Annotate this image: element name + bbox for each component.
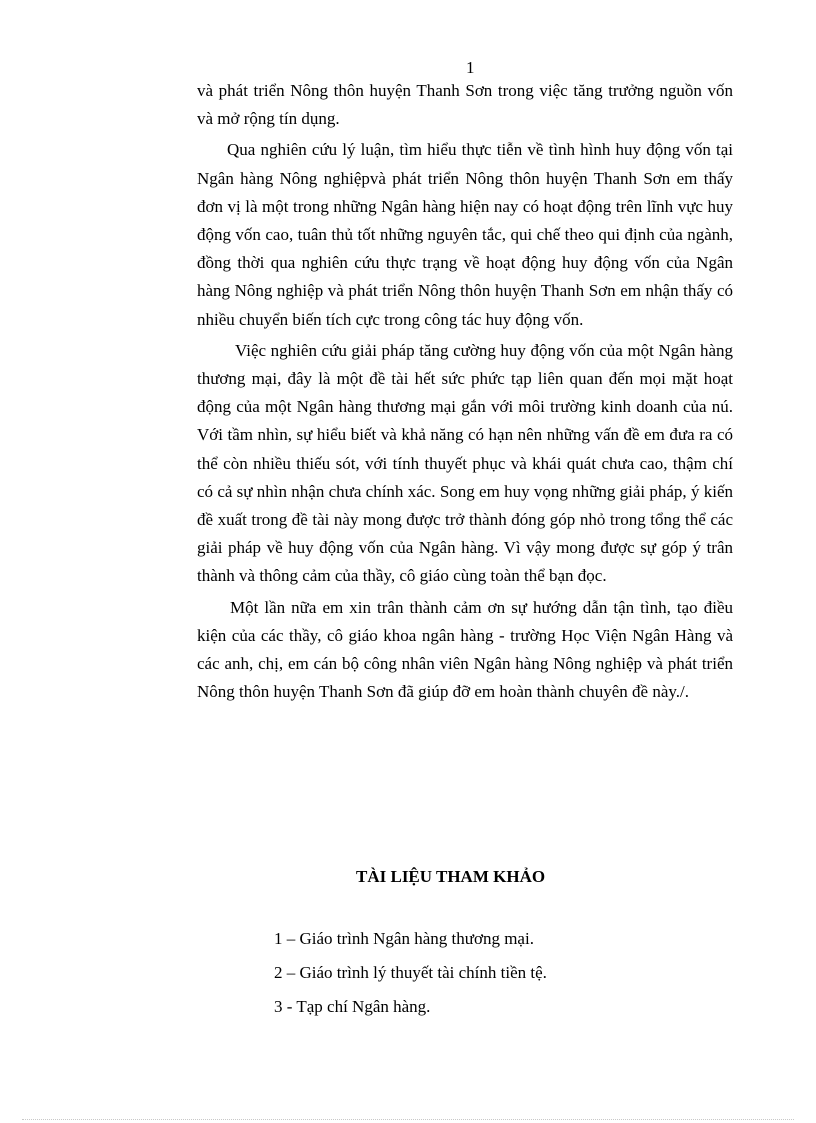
references-title: TÀI LIỆU THAM KHẢO <box>356 867 546 886</box>
paragraph-study-limitations: Việc nghiên cứu giải pháp tăng cường huy động vốn của một Ngân hàng thương mại, đây là một đề tài hết sức phức tạp liên quan đến mọi mặt hoạt động của một Ngân hàng thương mại gắn với môi trường kinh doanh của nú. Với tầm nhìn, sự hiểu biết và khả năng có hạn nên những vấn đề em đưa ra có thể còn nhiều thiếu sót, với tính thuyết phục và khái quát chưa cao, thậm chí có cả sự nhìn nhận chưa chính xác. Song em huy vọng những giải pháp, ý kiến đề xuất trong đề tài này mong được trở thành đóng góp nhỏ trong tổng thể các giải pháp về huy động vốn của Ngân hàng. Vì vậy mong được sự góp ý trân thành và thông cảm của thầy, cô giáo cùng toàn thể bạn đọc. <box>197 340 733 586</box>
paragraph-continuation: và phát triển Nông thôn huyện Thanh Sơn trong việc tăng trưởng nguồn vốn và mở rộng tín dụng. <box>197 81 733 129</box>
page-number: 1 <box>466 58 475 77</box>
body-text <box>197 77 733 706</box>
reference-item: 2 – Giáo trình lý thuyết tài chính tiền tệ. <box>274 963 547 982</box>
reference-item: 3 - Tạp chí Ngân hàng. <box>274 997 431 1016</box>
references-list <box>274 928 547 1030</box>
paragraph-research-summary: Qua nghiên cứu lý luận, tìm hiểu thực tiễn về tình hình huy động vốn tại Ngân hàng Nông nghiệpvà phát triển Nông thôn huyện Thanh Sơn em thấy đơn vị là một trong những Ngân hàng hiện nay có hoạt động trên lĩnh vực huy động vốn cao, tuân thủ tốt những nguyên tắc, qui chế theo qui định của ngành, đồng thời qua nghiên cứu thực trạng về hoạt động huy động vốn của Ngân hàng Nông nghiệp và phát triển Nông thôn huyện Thanh Sơn em nhận thấy có nhiều chuyển biến tích cực trong công tác huy động vốn. <box>197 140 733 329</box>
reference-item: 1 – Giáo trình Ngân hàng thương mại. <box>274 929 534 948</box>
paragraph-acknowledgements: Một lần nữa em xin trân thành cảm ơn sự hướng dẫn tận tình, tạo điều kiện của các thầy, cô giáo khoa ngân hàng - trường Học Viện Ngân Hàng và các anh, chị, em cán bộ công nhân viên Ngân hàng Nông nghiệp và phát triển Nông thôn huyện Thanh Sơn đã giúp đỡ em hoàn thành chuyên đề này./. <box>197 597 733 702</box>
page-bottom-divider <box>22 1119 794 1120</box>
